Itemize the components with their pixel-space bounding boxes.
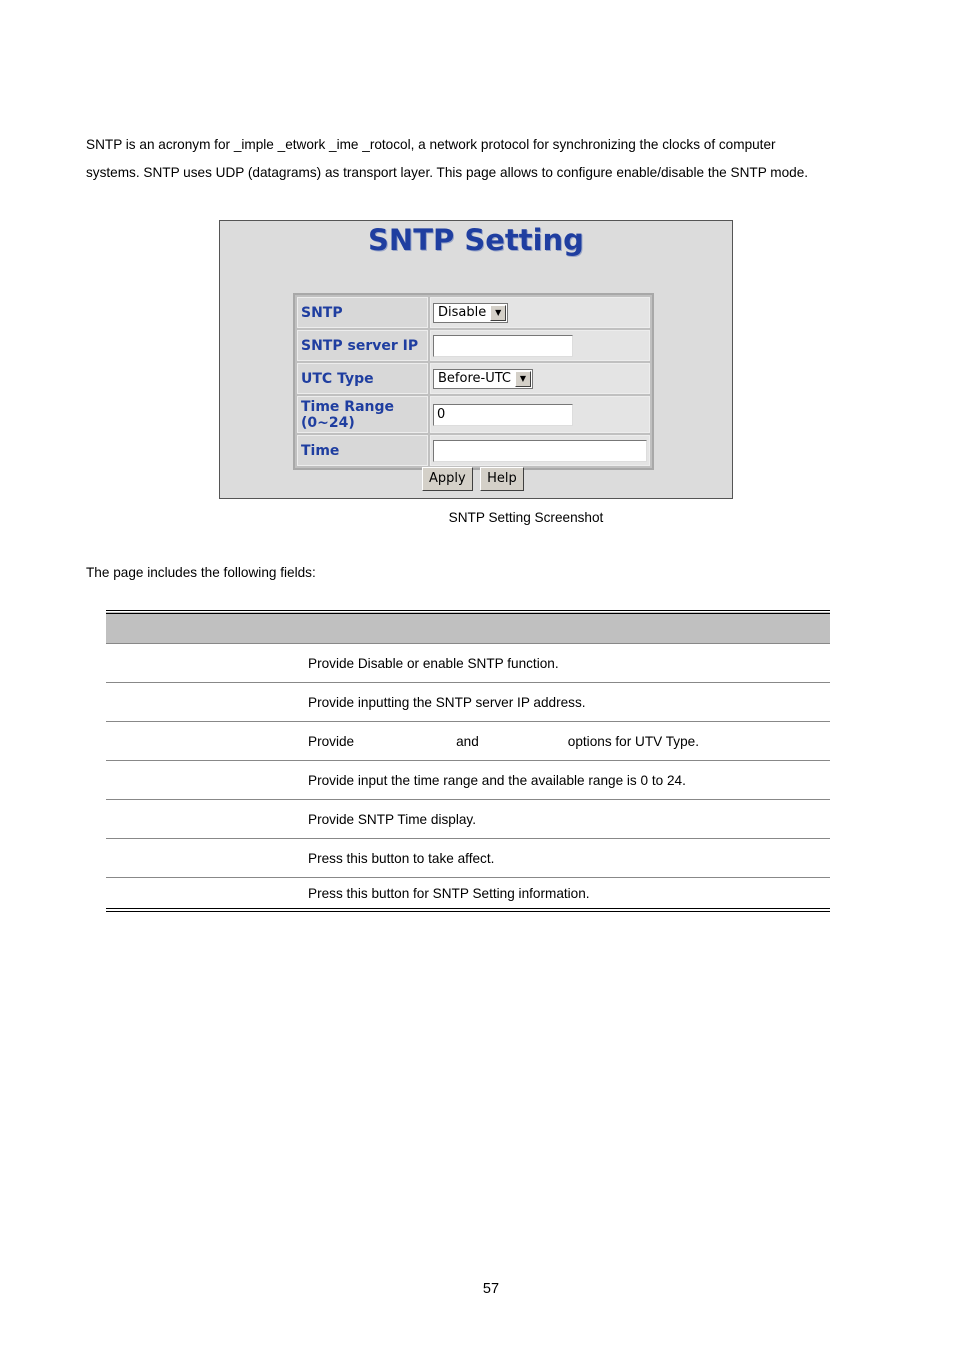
description-part-c: options for UTV Type. (567, 733, 699, 749)
utc-type-select[interactable] (433, 369, 533, 389)
screenshot-title: SNTP Setting (368, 223, 584, 257)
description-part-a: Provide (308, 733, 355, 749)
table-row (106, 761, 830, 800)
time-range-input[interactable]: 0 (433, 404, 573, 426)
sntp-server-ip-input[interactable] (433, 335, 573, 357)
button-bar (422, 467, 527, 491)
table-row (106, 722, 830, 761)
time-range-label (297, 396, 428, 433)
time-range-label-line2: (0~24) (301, 414, 355, 431)
utc-type-value: Before-UTC (438, 370, 511, 386)
description-cell: Press this button to take affect. (308, 839, 830, 878)
form-row-time-range (297, 396, 650, 433)
header-cell-description (308, 612, 830, 644)
sntp-setting-screenshot (219, 220, 733, 499)
table-row (106, 644, 830, 683)
intro-line-2: systems. SNTP uses UDP (datagrams) as transport layer. This page allows to configure enable/disable the SNTP mode. (86, 165, 809, 180)
sntp-mode-value: Disable (438, 304, 487, 320)
object-cell (106, 800, 308, 839)
header-cell-object (106, 612, 308, 644)
description-cell (308, 722, 830, 761)
object-cell (106, 722, 308, 761)
sntp-server-ip-label: SNTP server IP (297, 330, 428, 361)
apply-button[interactable]: Apply (422, 467, 473, 491)
form-row-time (297, 435, 650, 466)
sntp-mode-select[interactable] (433, 303, 508, 323)
description-cell: Provide inputting the SNTP server IP address. (308, 683, 830, 722)
help-button[interactable]: Help (480, 467, 524, 491)
object-cell (106, 839, 308, 878)
form-row-server-ip (297, 330, 650, 361)
time-range-label-line1: Time Range (301, 398, 395, 415)
object-cell (106, 761, 308, 800)
intro-line-1: SNTP is an acronym for _imple _etwork _ime _rotocol, a network protocol for synchronizing the clocks of computer (86, 137, 776, 152)
description-cell: Provide SNTP Time display. (308, 800, 830, 839)
fields-intro: The page includes the following fields: (86, 565, 316, 580)
table-row (106, 800, 830, 839)
object-cell (106, 878, 308, 911)
chevron-down-icon[interactable]: ▼ (515, 371, 531, 387)
form-row-sntp (297, 297, 650, 328)
table-row (106, 839, 830, 878)
form-row-utc-type (297, 363, 650, 394)
screenshot-caption: SNTP Setting Screenshot (448, 510, 604, 525)
sntp-label: SNTP (297, 297, 428, 328)
fields-table-header (106, 612, 830, 644)
object-cell (106, 644, 308, 683)
time-label: Time (297, 435, 428, 466)
description-part-b: and (456, 733, 479, 749)
intro-paragraph (86, 131, 868, 187)
table-row (106, 683, 830, 722)
chevron-down-icon[interactable]: ▼ (490, 305, 506, 321)
object-cell (106, 683, 308, 722)
description-cell: Provide Disable or enable SNTP function. (308, 644, 830, 683)
table-row (106, 878, 830, 911)
fields-table (106, 610, 830, 912)
page-number: 57 (482, 1281, 500, 1297)
sntp-form-table (293, 293, 654, 470)
utc-type-label: UTC Type (297, 363, 428, 394)
time-input[interactable] (433, 440, 647, 462)
description-cell: Provide input the time range and the available range is 0 to 24. (308, 761, 830, 800)
description-cell: Press this button for SNTP Setting information. (308, 878, 830, 911)
